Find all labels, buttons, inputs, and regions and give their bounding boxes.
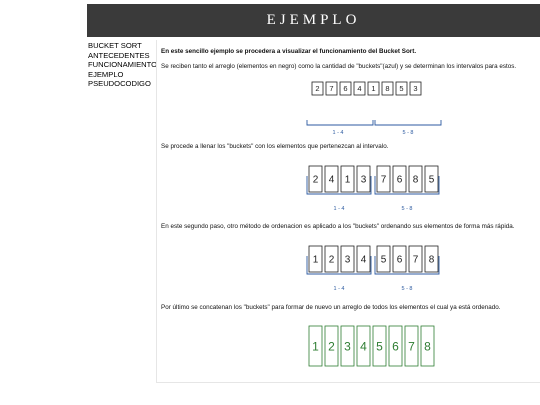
sidebar-item-bucket-sort[interactable]: BUCKET SORT: [88, 41, 142, 50]
sidebar-item-pseudocodigo[interactable]: PSEUDOCODIGO: [88, 79, 151, 88]
initial-array-cell-3-digit: 6: [343, 84, 348, 94]
page-title: EJEMPLO: [266, 12, 361, 28]
initial-array-figure: [305, 80, 445, 98]
final-array-cell-7-digit: 7: [408, 339, 415, 354]
final-array-cell-3-digit: 3: [344, 339, 351, 354]
sorted-bucket1-label: 1 - 4: [333, 286, 345, 292]
sorted-bucket1-cell-4-digit: 4: [360, 254, 367, 266]
sidebar-item-antecedentes[interactable]: ANTECEDENTES: [88, 50, 150, 60]
bucket-interval-right-bracket: [375, 120, 441, 125]
sidebar-item-funcionamiento[interactable]: FUNCIONAMIENTO: [88, 60, 158, 69]
filled-bucket1-cell-2-digit: 4: [328, 174, 335, 186]
sorted-bucket1-cell-3-digit: 3: [344, 254, 351, 266]
sorted-bucket1-cell-1-digit: 1: [312, 254, 319, 266]
final-array-cell-6-digit: 6: [392, 339, 399, 354]
sorted-bucket2-label: 5 - 8: [401, 286, 413, 292]
filled-bucket2-label: 5 - 8: [401, 206, 413, 212]
initial-array-cell-1-digit: 2: [315, 84, 320, 94]
filled-bucket1-cell-3-digit: 1: [344, 174, 351, 186]
initial-array-cell-8-digit: 3: [413, 84, 418, 94]
page-header: [87, 4, 540, 37]
sidebar-nav: [88, 41, 156, 89]
final-array-cell-5-digit: 5: [376, 339, 383, 354]
filled-bucket2-cell-3-digit: 8: [412, 174, 419, 186]
bucket-intervals-figure: [305, 120, 445, 138]
intro-text: En este sencillo ejemplo se procedera a visualizar el funcionamiento del Bucket Sort.: [161, 48, 417, 55]
filled-bucket2-cell-1-digit: 7: [380, 174, 387, 186]
final-array-cell-1-digit: 1: [312, 339, 319, 354]
main-content: [156, 40, 540, 383]
initial-array-cell-6-digit: 8: [385, 84, 390, 94]
filled-buckets-figure: [305, 164, 445, 216]
bucket-label-right: 5 - 8: [402, 130, 414, 136]
sidebar-item-ejemplo[interactable]: EJEMPLO: [88, 69, 124, 79]
sorted-bucket2-cell-3-digit: 7: [412, 254, 419, 266]
final-array-figure: [305, 324, 445, 370]
initial-array-cell-7-digit: 5: [399, 84, 404, 94]
final-array-cell-2-digit: 2: [328, 339, 335, 354]
initial-array-cell-2-digit: 7: [329, 84, 334, 94]
sorted-buckets-figure: [305, 244, 445, 296]
bucket-label-left: 1 - 4: [332, 130, 344, 136]
final-array-cell-8-digit: 8: [424, 339, 431, 354]
step2-text: Se procede a llenar los "buckets" con los elementos que pertenezcan al intervalo.: [161, 143, 389, 150]
step3-text: En este segundo paso, otro método de ordenacion es aplicado a los "buckets" ordenando sus elementos de forma más rápida.: [161, 223, 515, 230]
initial-array-cell-4-digit: 4: [357, 84, 362, 94]
filled-bucket1-cell-1-digit: 2: [312, 174, 319, 186]
sorted-bucket1-cell-2-digit: 2: [328, 254, 335, 266]
sorted-bucket2-cell-2-digit: 6: [396, 254, 403, 266]
filled-bucket1-label: 1 - 4: [333, 206, 345, 212]
sorted-bucket2-cell-4-digit: 8: [428, 254, 435, 266]
filled-bucket2-cell-4-digit: 5: [428, 174, 435, 186]
sorted-bucket2-cell-1-digit: 5: [380, 254, 387, 266]
step4-text: Por último se concatenan los "buckets" para formar de nuevo un arreglo de todos los elementos el cual ya está ordenado.: [161, 304, 501, 311]
bucket-interval-left-bracket: [307, 120, 373, 125]
step1-text: Se reciben tanto el arreglo (elementos en negro) como la cantidad de "buckets"(azul) y se determinan los intervalos para estos.: [161, 63, 517, 70]
filled-bucket2-cell-2-digit: 6: [396, 174, 403, 186]
final-array-cell-4-digit: 4: [360, 339, 367, 354]
filled-bucket1-cell-4-digit: 3: [360, 174, 367, 186]
initial-array-cell-5-digit: 1: [371, 84, 376, 94]
